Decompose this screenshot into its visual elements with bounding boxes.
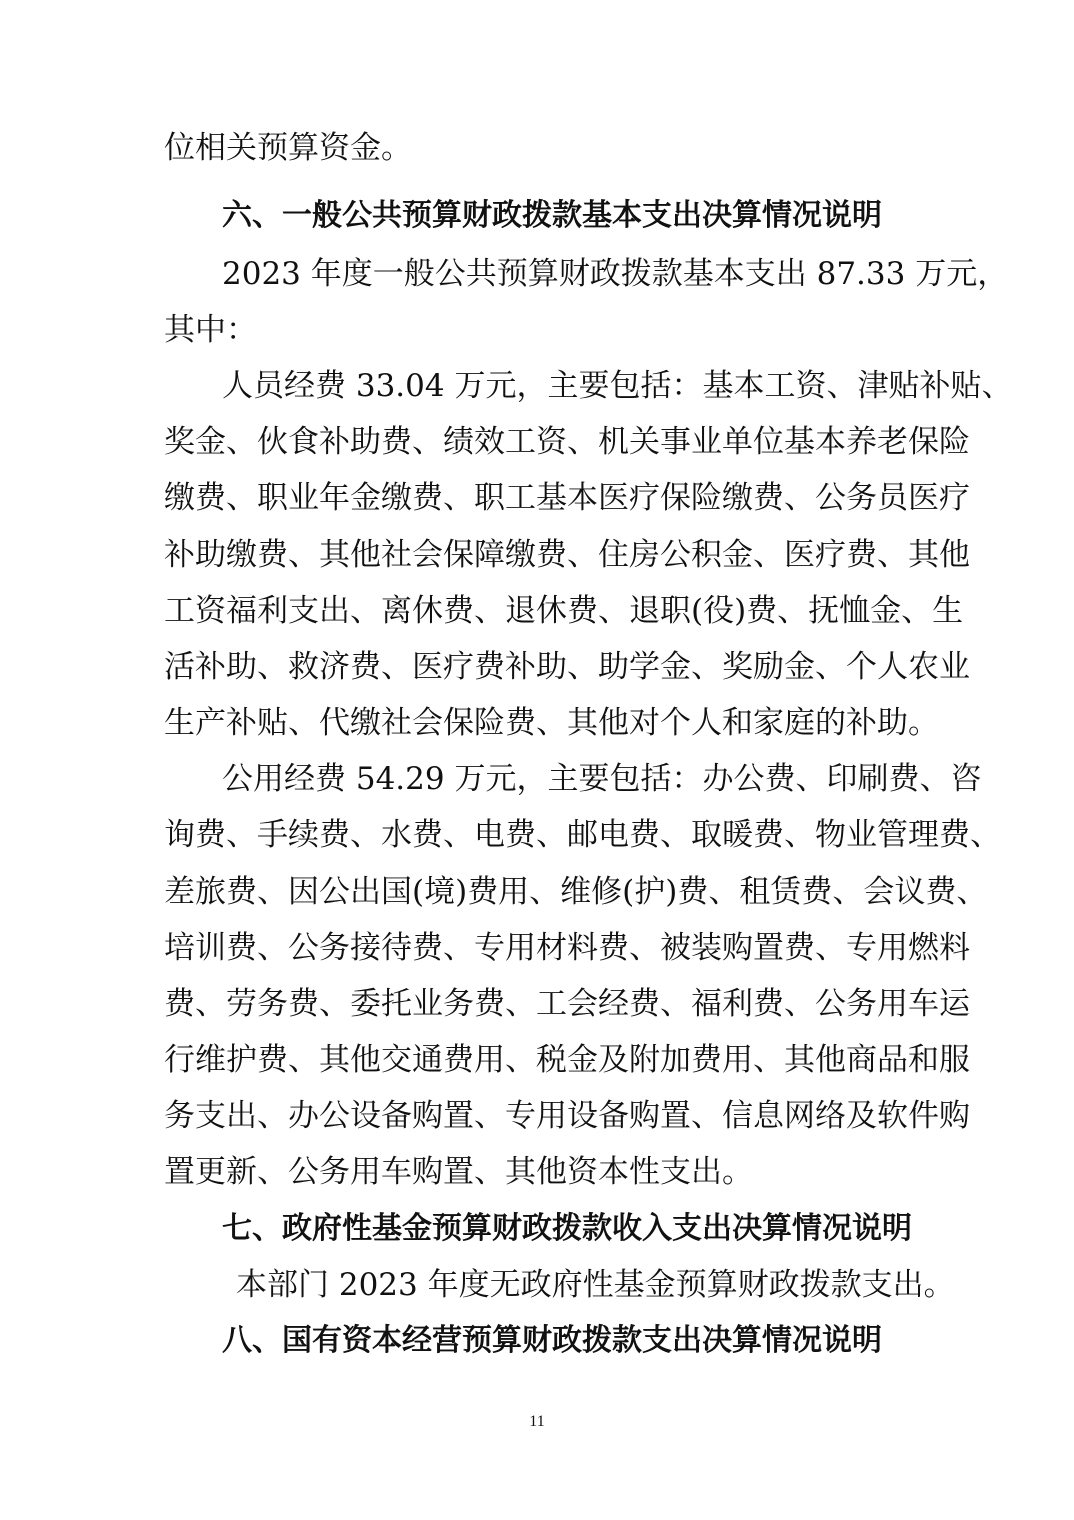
text-line: 奖金、伙食补助费、绩效工资、机关事业单位基本养老保险 (164, 424, 970, 460)
text-line: 公用经费 54.29 万元，主要包括：办公费、印刷费、咨 (222, 761, 982, 797)
text-line: 缴费、职业年金缴费、职工基本医疗保险缴费、公务员医疗 (164, 480, 970, 516)
section-heading-6: 六、一般公共预算财政拨款基本支出决算情况说明 (222, 198, 882, 233)
text-line: 生产补贴、代缴社会保险费、其他对个人和家庭的补助。 (164, 705, 939, 741)
text-line: 务支出、办公设备购置、专用设备购置、信息网络及软件购 (164, 1098, 970, 1134)
text-line: 2023 年度一般公共预算财政拨款基本支出 87.33 万元， (222, 256, 1009, 292)
text-line: 活补助、救济费、医疗费补助、助学金、奖励金、个人农业 (164, 649, 970, 685)
text-line: 询费、手续费、水费、电费、邮电费、取暖费、物业管理费、 (164, 817, 1001, 853)
text-line: 培训费、公务接待费、专用材料费、被装购置费、专用燃料 (164, 930, 970, 966)
section-heading-8: 八、国有资本经营预算财政拨款支出决算情况说明 (222, 1323, 882, 1358)
text-line: 位相关预算资金。 (164, 130, 412, 166)
text-line: 本部门 2023 年度无政府性基金预算财政拨款支出。 (236, 1267, 955, 1303)
text-line: 其中： (164, 312, 257, 348)
text-line: 行维护费、其他交通费用、税金及附加费用、其他商品和服 (164, 1042, 970, 1078)
section-heading-7: 七、政府性基金预算财政拨款收入支出决算情况说明 (222, 1211, 912, 1246)
text-line: 补助缴费、其他社会保障缴费、住房公积金、医疗费、其他 (164, 537, 970, 573)
text-line: 差旅费、因公出国(境)费用、维修(护)费、租赁费、会议费、 (164, 874, 988, 910)
page-number: 11 (529, 1413, 545, 1430)
text-line: 费、劳务费、委托业务费、工会经费、福利费、公务用车运 (164, 986, 970, 1022)
text-line: 人员经费 33.04 万元，主要包括：基本工资、津贴补贴、 (222, 368, 1013, 404)
text-line: 置更新、公务用车购置、其他资本性支出。 (164, 1154, 753, 1190)
text-line: 工资福利支出、离休费、退休费、退职(役)费、抚恤金、生 (164, 593, 964, 629)
